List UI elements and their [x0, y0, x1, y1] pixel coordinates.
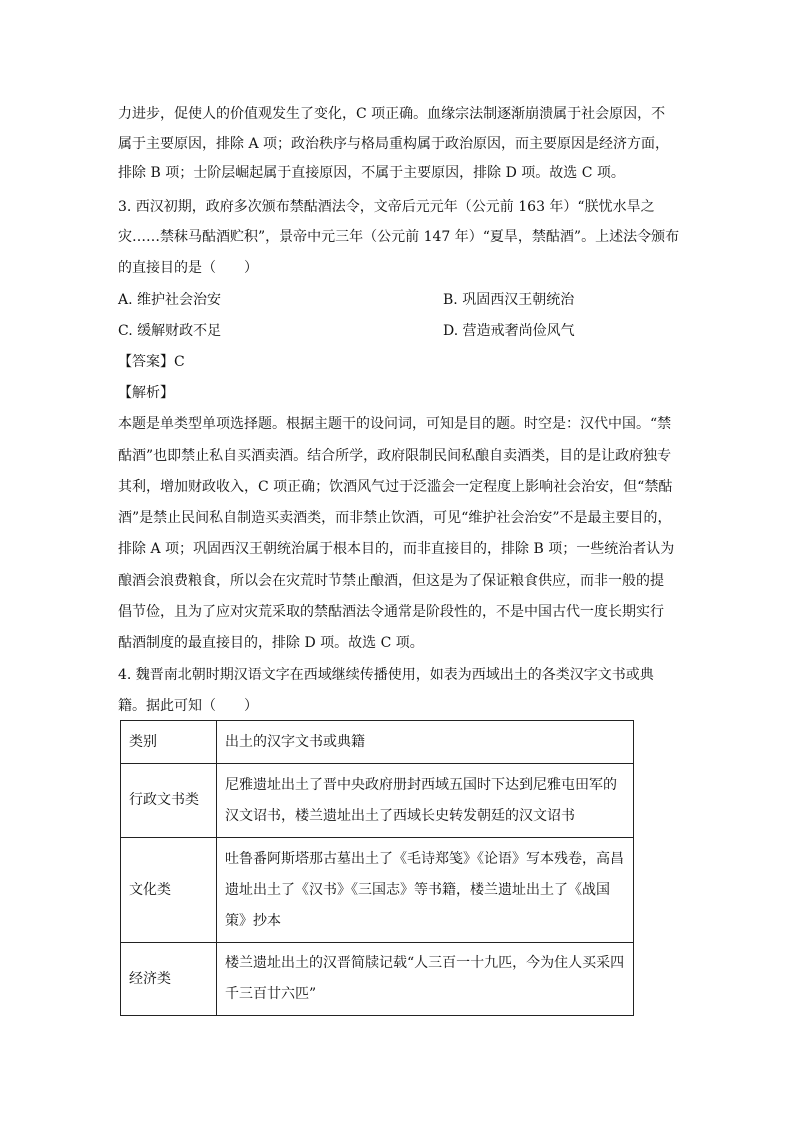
table-row — [121, 943, 634, 1016]
analysis-line: 酤酒”也即禁止私自买酒卖酒。结合所学，政府限制民间私酿自卖酒类，目的是让政府独专 — [118, 448, 672, 464]
table-header-row — [121, 721, 634, 764]
analysis-line: 本题是单类型单项选择题。根据主题干的设问词，可知是目的题。时空是：汉代中国。“禁 — [118, 416, 672, 432]
table-cell-line: 汉文诏书，楼兰遗址出土了西域长史转发朝廷的汉文诏书 — [225, 807, 575, 824]
table-header-cell: 类别 — [121, 721, 217, 764]
text-line: 力进步，促使人的价值观发生了变化，C 项正确。血缘宗法制逐渐崩溃属于社会原因，不 — [118, 106, 666, 122]
analysis-heading: 【解析】 — [118, 385, 174, 401]
analysis-line: 其利，增加财政收入，C 项正确；饮酒风气过于泛滥会一定程度上影响社会治安，但“禁酤 — [118, 479, 673, 495]
question-4-stem: 4. 魏晋南北朝时期汉语文字在西域继续传播使用，如表为西域出土的各类汉字文书或典 — [118, 667, 654, 683]
answer-label: 【答案】C — [118, 354, 185, 370]
artifact-table — [120, 720, 634, 1016]
table-header-cell: 出土的汉字文书或典籍 — [217, 721, 634, 764]
table-row — [121, 838, 634, 943]
table-cell-line: 遗址出土了《汉书》《三国志》等书籍，楼兰遗址出土了《战国 — [225, 881, 610, 898]
question-3-stem: 灾……禁秣马酤酒贮积”，景帝中元三年（公元前 147 年）“夏旱，禁酤酒”。上述法令颁布 — [118, 229, 680, 245]
option-b: B. 巩固西汉王朝统治 — [443, 292, 575, 308]
analysis-line: 酤酒制度的最直接目的，排除 D 项。故选 C 项。 — [118, 635, 424, 651]
table-cell-line: 吐鲁番阿斯塔那古墓出土了《毛诗郑笺》《论语》写本残卷，高昌 — [225, 850, 624, 867]
question-4-stem: 籍。据此可知（ ） — [118, 698, 258, 714]
table-category-cell: 文化类 — [121, 838, 217, 943]
option-d: D. 营造戒奢尚俭风气 — [443, 323, 575, 339]
analysis-line: 排除 A 项；巩固西汉王朝统治属于根本目的，而非直接目的，排除 B 项；一些统治者认为 — [118, 541, 675, 557]
table-cell-line: 策》抄本 — [225, 912, 281, 929]
table-content-cell — [217, 764, 634, 838]
table-category-cell: 经济类 — [121, 943, 217, 1016]
table-row — [121, 764, 634, 838]
table-category-cell: 行政文书类 — [121, 764, 217, 838]
table-cell-line: 千三百廿六匹” — [225, 986, 317, 1002]
table-cell-line: 楼兰遗址出土的汉晋简牍记载“人三百一十九匹，今为住人买采四 — [225, 955, 625, 971]
option-c: C. 缓解财政不足 — [118, 323, 222, 339]
table-content-cell — [217, 943, 634, 1016]
text-line: 排除 B 项；士阶层崛起属于直接原因，不属于主要原因，排除 D 项。故选 C 项。 — [118, 165, 625, 181]
text-line: 属于主要原因，排除 A 项；政治秩序与格局重构属于政治原因，而主要原因是经济方面， — [118, 136, 670, 152]
question-3-stem: 3. 西汉初期，政府多次颁布禁酤酒法令，文帝后元元年（公元前 163 年）“朕忧水旱之 — [118, 199, 655, 215]
analysis-line: 倡节俭，且为了应对灾荒采取的禁酤酒法令通常是阶段性的，不是中国古代一度长期实行 — [118, 604, 664, 620]
option-a: A. 维护社会治安 — [118, 292, 222, 308]
analysis-line: 酿酒会浪费粮食，所以会在灾荒时节禁止酿酒，但这是为了保证粮食供应，而非一般的提 — [118, 573, 664, 589]
table-content-cell — [217, 838, 634, 943]
table-cell-line: 尼雅遗址出土了晋中央政府册封西域五国时下达到尼雅屯田军的 — [225, 776, 617, 793]
question-3-stem: 的直接目的是（ ） — [118, 260, 258, 276]
analysis-line: 酒”是禁止民间私自制造买卖酒类，而非禁止饮酒，可见“维护社会治安”不是最主要目的， — [118, 510, 672, 526]
